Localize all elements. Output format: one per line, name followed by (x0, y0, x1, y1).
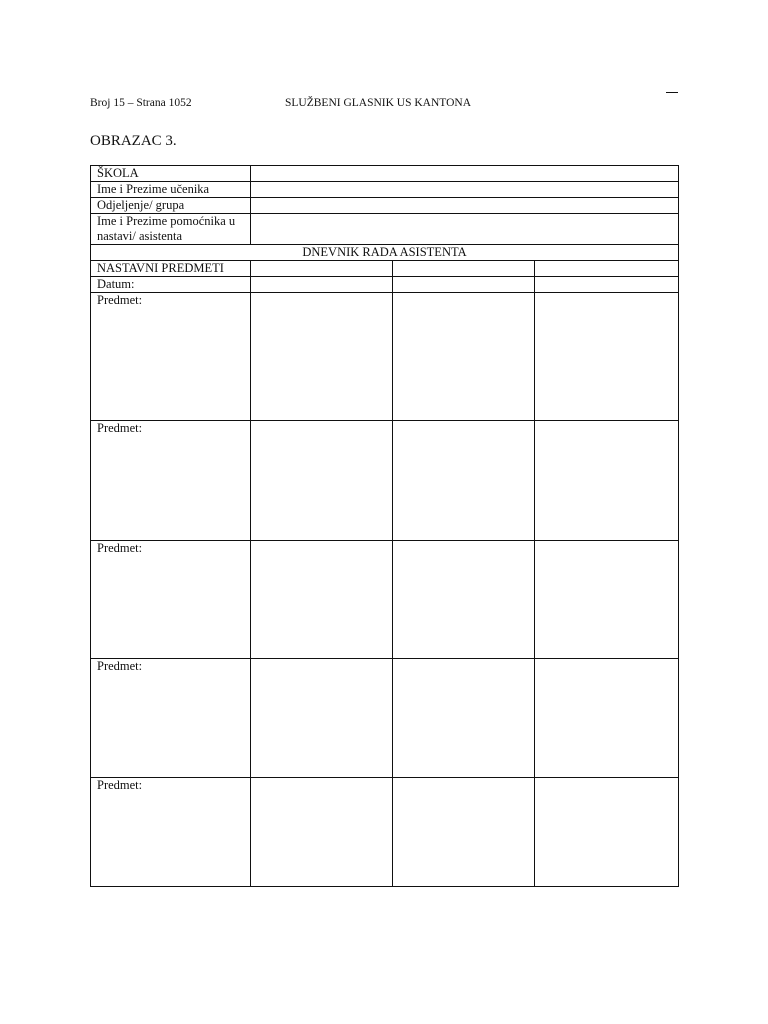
entry-cell[interactable] (535, 541, 679, 659)
assistant-field[interactable] (251, 214, 679, 245)
subject-row-label: Predmet: (91, 541, 251, 659)
subject-row-5 (91, 778, 679, 887)
class-row (91, 198, 679, 214)
subject-row-label: Predmet: (91, 293, 251, 421)
school-row (91, 166, 679, 182)
school-field[interactable] (251, 166, 679, 182)
subject-cell-1[interactable] (251, 261, 393, 277)
entry-cell[interactable] (535, 659, 679, 778)
student-row (91, 182, 679, 198)
entry-cell[interactable] (393, 421, 535, 541)
student-label: Ime i Prezime učenika (91, 182, 251, 198)
subject-row-2 (91, 421, 679, 541)
gazette-title: SLUŽBENI GLASNIK US KANTONA (285, 97, 472, 109)
subject-cell-3[interactable] (535, 261, 679, 277)
entry-cell[interactable] (393, 541, 535, 659)
entry-cell[interactable] (251, 659, 393, 778)
diary-title-row (91, 245, 679, 261)
entry-cell[interactable] (251, 541, 393, 659)
student-field[interactable] (251, 182, 679, 198)
date-cell-1[interactable] (251, 277, 393, 293)
subject-row-3 (91, 541, 679, 659)
entry-cell[interactable] (535, 778, 679, 887)
subject-row-1 (91, 293, 679, 421)
subjects-row (91, 261, 679, 277)
subjects-label: NASTAVNI PREDMETI (91, 261, 251, 277)
subject-row-label: Predmet: (91, 659, 251, 778)
assistant-label: Ime i Prezime pomoćnika u nastavi/ asistenta (91, 214, 251, 245)
date-row (91, 277, 679, 293)
entry-cell[interactable] (393, 293, 535, 421)
subject-row-label: Predmet: (91, 778, 251, 887)
class-label: Odjeljenje/ grupa (91, 198, 251, 214)
entry-cell[interactable] (393, 659, 535, 778)
corner-dash (666, 92, 678, 93)
entry-cell[interactable] (251, 778, 393, 887)
entry-cell[interactable] (393, 778, 535, 887)
entry-cell[interactable] (535, 421, 679, 541)
diary-title: DNEVNIK RADA ASISTENTA (91, 245, 679, 261)
entry-cell[interactable] (535, 293, 679, 421)
subject-row-label: Predmet: (91, 421, 251, 541)
subject-row-4 (91, 659, 679, 778)
date-cell-2[interactable] (393, 277, 535, 293)
issue-page-number: Broj 15 – Strana 1052 (90, 97, 192, 109)
entry-cell[interactable] (251, 293, 393, 421)
school-label: ŠKOLA (91, 166, 251, 182)
date-cell-3[interactable] (535, 277, 679, 293)
assistant-diary-form (90, 165, 679, 887)
assistant-row (91, 214, 679, 245)
class-field[interactable] (251, 198, 679, 214)
entry-cell[interactable] (251, 421, 393, 541)
form-title: OBRAZAC 3. (90, 133, 177, 149)
date-label: Datum: (91, 277, 251, 293)
subject-cell-2[interactable] (393, 261, 535, 277)
